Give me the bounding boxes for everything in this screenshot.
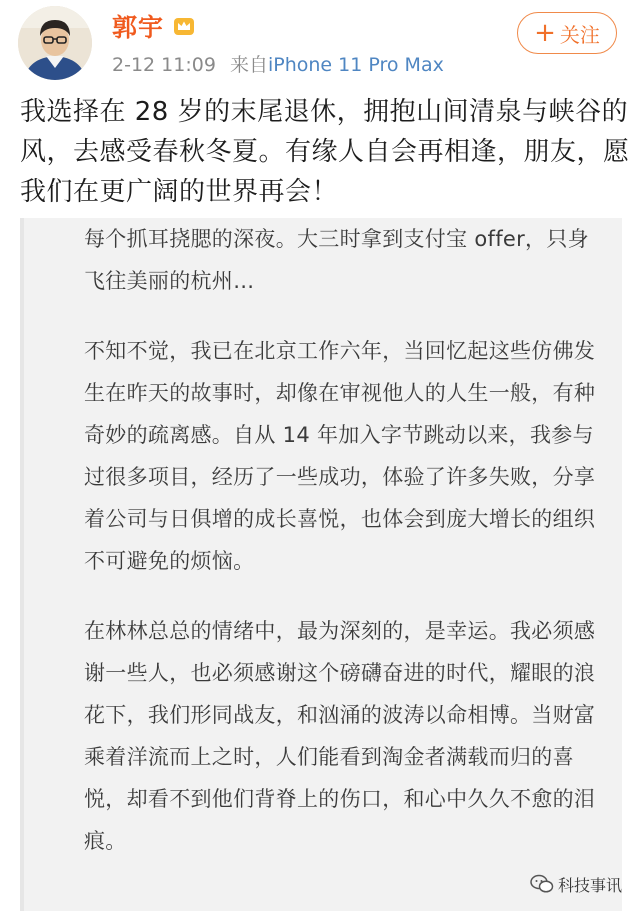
watermark — [530, 872, 622, 896]
watermark-text: 科技事讯 — [558, 875, 623, 895]
source-prefix: 来自 — [229, 54, 268, 76]
card-edge — [20, 218, 24, 911]
plus-icon: + — [534, 18, 556, 48]
quoted-text — [84, 218, 606, 890]
post-text: 我选择在 28 岁的末尾退休，拥抱山间清泉与峡谷的风，去感受春秋冬夏。有缘人自会再相逢，朋友，愿我们在更广阔的世界再会！ — [20, 97, 630, 207]
quote-paragraph-2: 不知不觉，我已在北京工作六年，当回忆起这些仿佛发生在昨天的故事时，却像在审视他人的人生一般，有种奇妙的疏离感。自从 14 年加入字节跳动以来，我参与过很多项目，经历了一些成功，体验了许多失败，分享着公司与日俱增的成长喜悦，也体会到庞大增长的组织不可避免的烦恼。 — [84, 339, 596, 573]
follow-label: 关注 — [559, 22, 600, 47]
post-meta — [112, 50, 444, 77]
follow-button[interactable] — [517, 12, 617, 54]
post-header — [0, 0, 642, 90]
wechat-icon — [530, 874, 554, 894]
post-date: 2-12 11:09 — [112, 54, 216, 76]
avatar[interactable] — [18, 6, 92, 80]
quote-paragraph-1: 每个抓耳挠腮的深夜。大三时拿到支付宝 offer，只身飞往美丽的杭州… — [84, 227, 589, 293]
author-row — [112, 8, 196, 44]
quoted-image-card[interactable] — [20, 218, 622, 911]
quote-paragraph-3: 在林林总总的情绪中，最为深刻的，是幸运。我必须感谢一些人，也必须感谢这个磅礴奋进的时代，耀眼的浪花下，我们形同战友，和汹涌的波涛以命相博。当财富乘着洋流而上之时，人们能看到淘金者满载而归的喜悦，却看不到他们背脊上的伤口，和心中久久不愈的泪痕。 — [84, 619, 596, 853]
vip-crown-icon — [172, 14, 196, 38]
author-name[interactable]: 郭宇 — [112, 13, 165, 42]
device-name[interactable]: iPhone 11 Pro Max — [267, 54, 444, 76]
avatar-portrait-icon — [18, 6, 92, 80]
